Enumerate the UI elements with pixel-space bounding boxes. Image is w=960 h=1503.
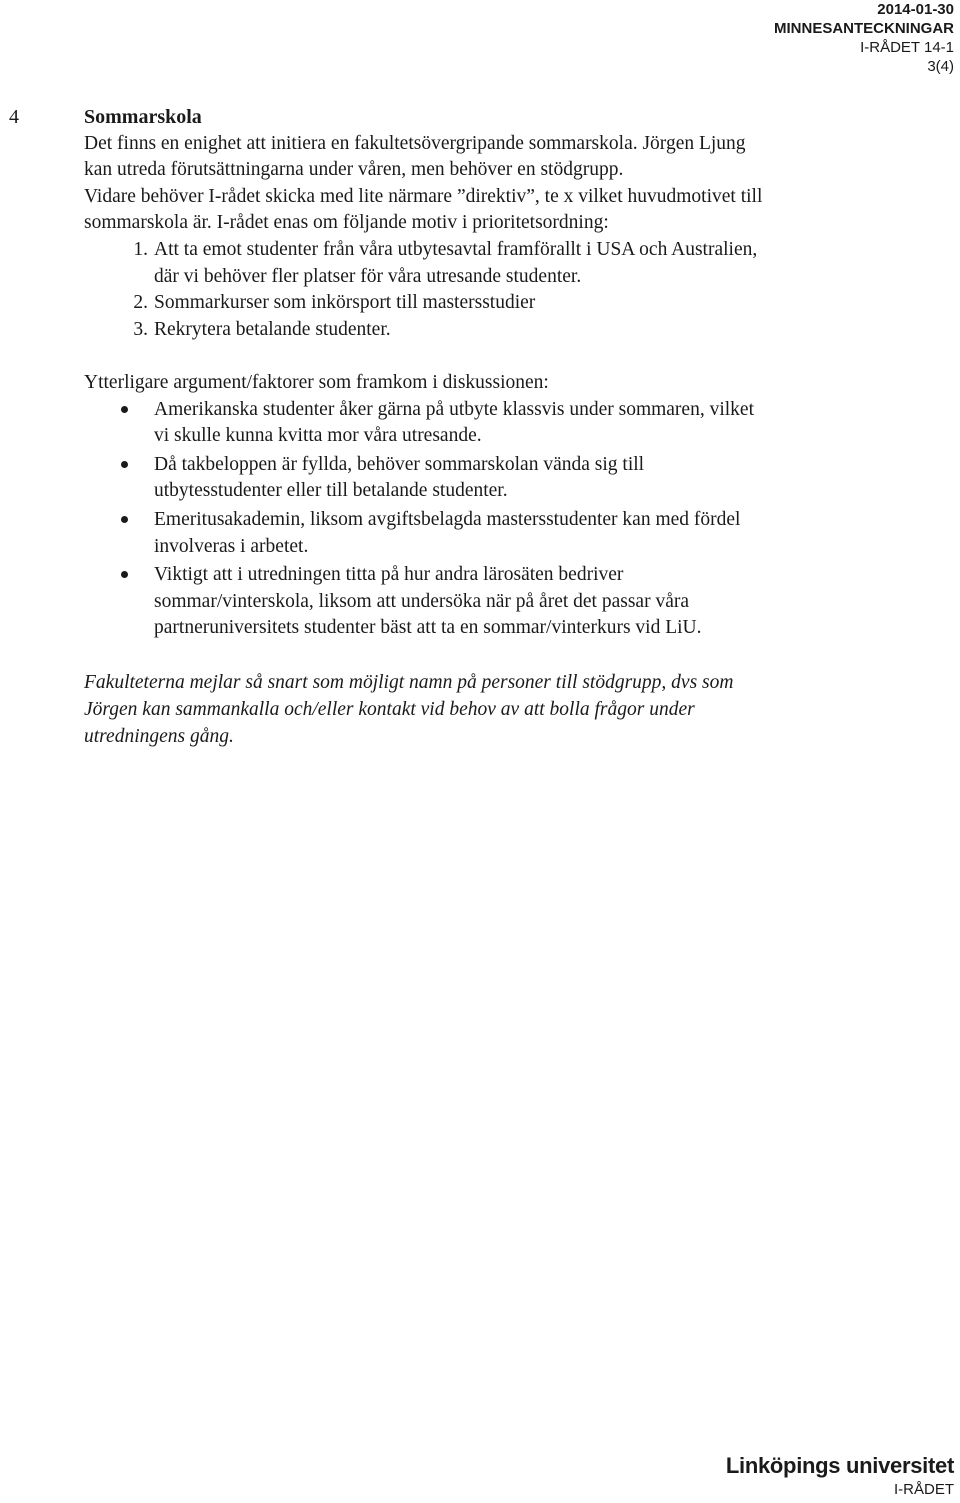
section-title: Sommarskola — [84, 106, 202, 128]
header-date: 2014-01-30 — [877, 1, 954, 18]
list-item-text: Att ta emot studenter från våra utbytesavtal framförallt i USA och Australien, där vi behöver fler platser för våra utresande studenter. — [154, 238, 758, 287]
university-logo: Linköpings universitet — [725, 1453, 954, 1478]
list-item-text: Amerikanska studenter åker gärna på utbyte klassvis under sommaren, vilket vi skulle kunna kvitta mor våra utresande. — [154, 398, 754, 447]
footer-label: I-RÅDET — [894, 1481, 954, 1498]
header-meeting: I-RÅDET 14-1 — [860, 39, 954, 56]
list-item — [84, 290, 774, 317]
section-content — [84, 104, 774, 750]
bullet-icon — [84, 397, 154, 450]
list-item-text: Emeritusakademin, liksom avgiftsbelagda mastersstudenter kan med fördel involveras i arbetet. — [154, 508, 741, 557]
header-page-number: 3(4) — [927, 58, 954, 75]
page-header — [774, 0, 954, 76]
list-item — [84, 562, 774, 642]
list-item — [84, 507, 774, 560]
intro-paragraph-2: Vidare behöver I-rådet skicka med lite närmare ”direktiv”, te x vilket huvudmotivet till sommarskola är. I-rådet enas om följande motiv i prioritetsordning: — [84, 185, 763, 234]
spacer — [84, 644, 774, 671]
list-item-number: 2. — [133, 292, 148, 314]
motives-list — [84, 237, 774, 343]
list-item — [84, 237, 774, 290]
list-item — [84, 397, 774, 450]
list-item-number: 1. — [133, 238, 148, 260]
list-item-text: Rekrytera betalande studenter. — [154, 318, 391, 340]
list-item — [84, 452, 774, 505]
bullet-icon — [84, 562, 154, 642]
section-number: 4 — [9, 106, 19, 128]
list-item — [84, 317, 774, 344]
arguments-intro: Ytterligare argument/faktorer som framkom i diskussionen: — [84, 371, 549, 393]
intro-paragraph-1: Det finns en enighet att initiera en fakultetsövergripande sommarskola. Jörgen Ljung kan utreda förutsättningarna under våren, men behöver en stödgrupp. — [84, 132, 746, 181]
arguments-list — [84, 397, 774, 642]
bullet-icon — [84, 452, 154, 505]
header-doc-type: MINNESANTECKNINGAR — [774, 20, 954, 37]
list-item-number: 3. — [133, 318, 148, 340]
spacer — [84, 343, 774, 370]
list-item-text: Då takbeloppen är fyllda, behöver sommarskolan vända sig till utbytesstudenter eller till betalande studenter. — [154, 453, 645, 502]
action-item: Fakulteterna mejlar så snart som möjligt namn på personer till stödgrupp, dvs som Jörgen kan sammankalla och/eller kontakt vid behov av att bolla frågor under utredningens gång. — [84, 672, 734, 747]
list-item-text: Viktigt att i utredningen titta på hur andra lärosäten bedriver sommar/vinterskola, liksom att undersöka när på året det passar våra partneruniversitets studenter bäst att ta en sommar/vinterkurs vid LiU. — [154, 564, 702, 639]
list-item-text: Sommarkurser som inkörsport till mastersstudier — [154, 292, 536, 314]
bullet-icon — [84, 507, 154, 560]
